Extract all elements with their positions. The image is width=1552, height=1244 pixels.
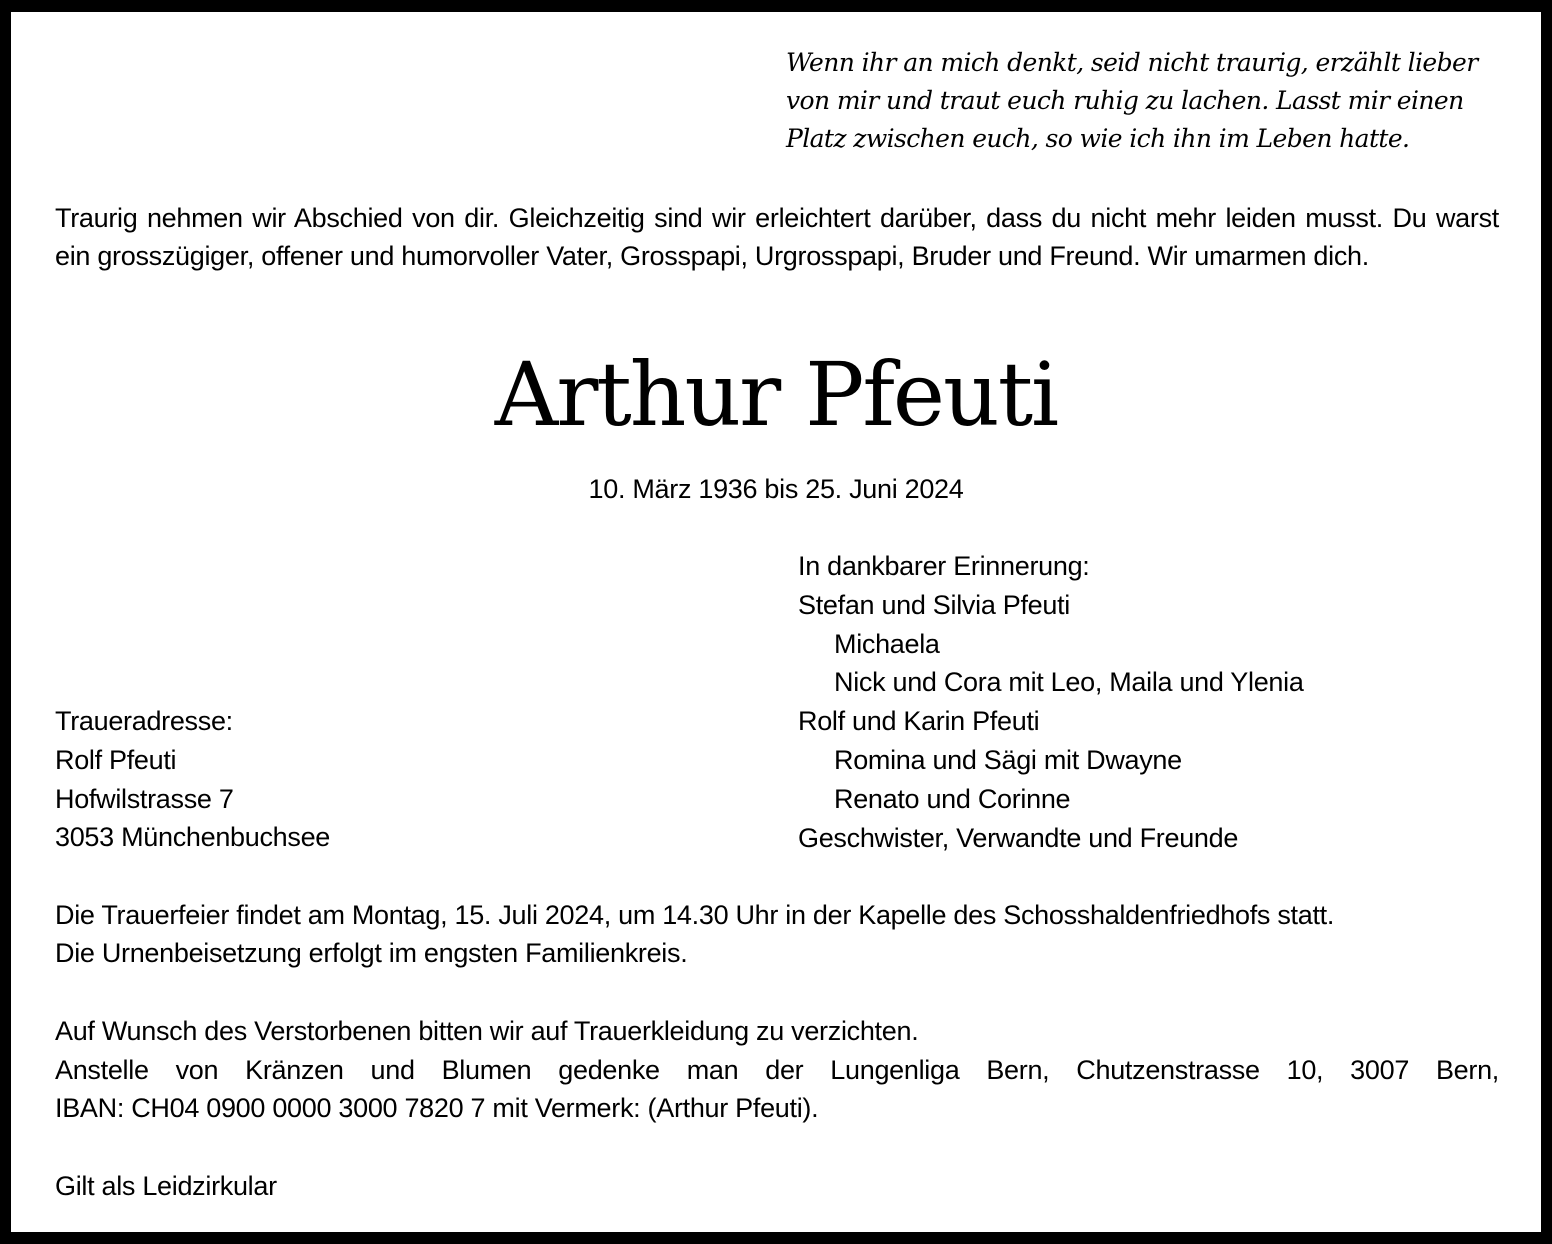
donation-wishes (55, 1012, 1499, 1128)
mourners-heading: In dankbarer Erinnerung: (798, 551, 1090, 581)
quote-line: von mir und traut euch ruhig zu lachen. Lasst mir einen (786, 86, 1464, 115)
clothing-wish: Auf Wunsch des Verstorbenen bitten wir auf Trauerkleidung zu verzichten. (55, 1016, 919, 1046)
mourner-descendant: Romina und Sägi mit Dwayne (834, 744, 1182, 775)
mourners-list (798, 547, 1518, 857)
address-name: Rolf Pfeuti (55, 744, 177, 775)
farewell-paragraph: Traurig nehmen wir Abschied von dir. Gleichzeitig sind wir erleichtert darüber, dass du nicht mehr leiden musst. Du warst ein grosszügiger, offener und humorvoller Vater, Grosspapi, Urgrosspapi, Bruder und Freund. Wir umarmen dich. (55, 203, 1499, 271)
ceremony-line: Die Trauerfeier findet am Montag, 15. Juli 2024, um 14.30 Uhr in der Kapelle des Schosshaldenfriedhofs statt. (55, 900, 1335, 930)
memorial-quote (786, 44, 1526, 158)
mourner-descendant: Renato und Corinne (834, 783, 1071, 814)
deceased-name: Arthur Pfeuti (494, 343, 1058, 446)
circular-note: Gilt als Leidzirkular (55, 1171, 277, 1201)
life-dates: 10. März 1936 bis 25. Juni 2024 (588, 474, 964, 504)
mourner-family: Stefan und Silvia Pfeuti (798, 589, 1070, 620)
burial-line: Die Urnenbeisetzung erfolgt im engsten Familienkreis. (55, 938, 688, 968)
ceremony-info (55, 896, 1499, 972)
address-label: Traueradresse: (55, 706, 233, 736)
mourner-descendant: Michaela (834, 628, 940, 659)
quote-line: Platz zwischen euch, so wie ich ihn im Leben hatte. (786, 124, 1410, 153)
mourner-descendant: Nick und Cora mit Leo, Maila und Ylenia (834, 667, 1304, 698)
donation-line: Anstelle von Kränzen und Blumen gedenke man der Lungenliga Bern, Chutzenstrasse 10, 3007 Bern, (55, 1054, 1499, 1085)
address-street: Hofwilstrasse 7 (55, 783, 234, 814)
mourner-family: Rolf und Karin Pfeuti (798, 706, 1040, 737)
mourning-address (55, 702, 655, 857)
address-city: 3053 Münchenbuchsee (55, 822, 331, 853)
quote-line: Wenn ihr an mich denkt, seid nicht traurig, erzählt lieber (786, 48, 1478, 77)
iban-line: IBAN: CH04 0900 0000 3000 7820 7 mit Vermerk: (Arthur Pfeuti). (55, 1093, 819, 1123)
mourner-others: Geschwister, Verwandte und Freunde (798, 822, 1239, 853)
